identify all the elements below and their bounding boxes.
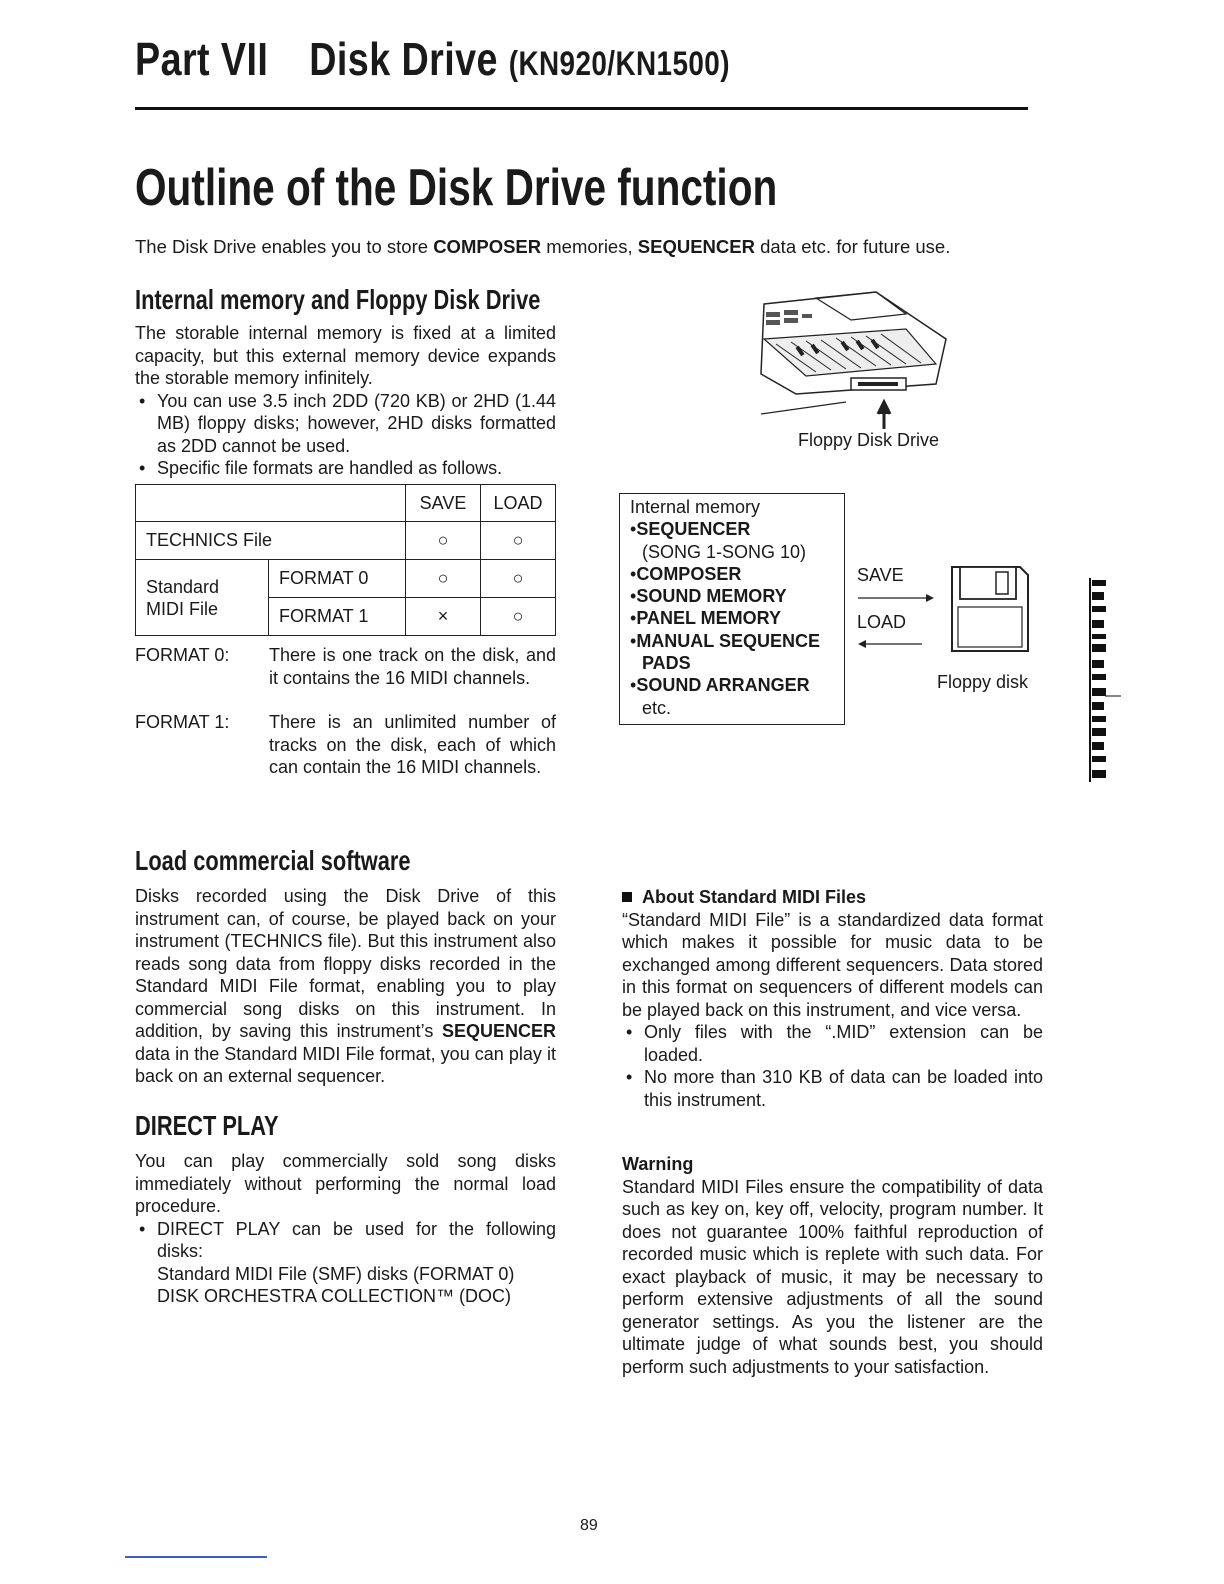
list-item: • Specific file formats are handled as follows. [135, 457, 556, 480]
part-title [135, 32, 730, 86]
internal-memory-heading: Internal memory and Floppy Disk Drive [135, 284, 541, 315]
table-cell: ○ [406, 522, 481, 560]
floppy-disk-icon [948, 563, 1032, 655]
load-arrow-icon [856, 638, 926, 650]
table-cell: ○ [481, 522, 556, 560]
save-arrow-icon [856, 592, 936, 604]
format-definitions [135, 644, 556, 804]
load-commercial-heading: Load commercial software [135, 845, 411, 876]
table-row-format1-label: FORMAT 1 [269, 598, 406, 636]
smf-para: “Standard MIDI File” is a standardized data format which makes it possible for music data to be exchanged among different sequencers. Data stored in this format on sequencers of different models can be played back on this instrument, and vice versa. [622, 909, 1043, 1020]
list-item: •SOUND MEMORY [630, 586, 787, 607]
internal-memory-para: The storable internal memory is fixed at a limited capacity, but this external memory device expands the storable memory infinitely. [135, 323, 556, 388]
smf-heading: About Standard MIDI Files [622, 886, 1043, 909]
mem-pads: PADS [642, 653, 691, 674]
list-item: • You can use 3.5 inch 2DD (720 KB) or 2HD (1.44 MB) floppy disks; however, 2HD disks formatted as 2DD cannot be used. [135, 390, 556, 458]
warning-section [622, 1153, 1043, 1378]
list-item: •PANEL MEMORY [630, 608, 781, 629]
internal-memory-box [619, 493, 845, 725]
list-item: •MANUAL SEQUENCE [630, 630, 820, 651]
table-row-format0-label: FORMAT 0 [269, 560, 406, 598]
list-item: • Only files with the “.MID” extension can be loaded. [622, 1021, 1043, 1066]
mem-etc: etc. [642, 697, 672, 718]
floppy-disk-caption: Floppy disk [937, 672, 1029, 692]
format1-label: FORMAT 1: [135, 712, 230, 732]
page-number: 89 [580, 1517, 598, 1534]
direct-play-body [135, 1150, 556, 1308]
keyboard-illustration [756, 284, 961, 434]
table-corner [136, 485, 406, 522]
save-label: SAVE [857, 565, 904, 585]
header-divider [135, 107, 1028, 110]
direct-play-smf-line: Standard MIDI File (SMF) disks (FORMAT 0) [157, 1263, 515, 1284]
direct-play-para: You can play commercially sold song disks immediately without performing the normal load procedure. [135, 1151, 556, 1216]
part-number: Part VII [135, 33, 269, 85]
format1-text: There is an unlimited number of tracks on the disk, each of which can contain the 16 MIDI channels. [269, 712, 556, 777]
direct-play-doc-line: DISK ORCHESTRA COLLECTION™ (DOC) [157, 1286, 512, 1306]
mem-song-range: (SONG 1-SONG 10) [642, 541, 807, 562]
model-numbers: (KN920/KN1500) [508, 45, 730, 83]
smf-section [622, 886, 1043, 1111]
internal-memory-body [135, 322, 556, 480]
file-format-table [135, 484, 556, 636]
intro-text: The Disk Drive enables you to store COMPOSER memories, SEQUENCER data etc. for future use. [135, 236, 951, 257]
table-cell: ○ [481, 598, 556, 636]
list-item: • No more than 310 KB of data can be loaded into this instrument. [622, 1066, 1043, 1111]
list-item: •SOUND ARRANGER [630, 675, 810, 696]
section-title: Outline of the Disk Drive function [135, 159, 778, 217]
format0-text: There is one track on the disk, and it contains the 16 MIDI channels. [269, 645, 556, 688]
chapter-title: Disk Drive [309, 33, 498, 85]
table-header-save: SAVE [406, 485, 481, 522]
list-item: •COMPOSER [630, 563, 742, 584]
warning-heading: Warning [622, 1154, 694, 1174]
load-label: LOAD [857, 612, 907, 632]
warning-text: Standard MIDI Files ensure the compatibility of data such as key on, key off, velocity, program number. It does not guarantee 100% faithful reproduction of recorded music which is replete with such data. For exact playback of music, it may be necessary to perform extensive adjustments of all the sound generator settings. As you the listener are the ultimate judge of what sounds best, you should perform such adjustments to your satisfaction. [622, 1176, 1043, 1377]
table-cell: × [406, 598, 481, 636]
table-row-technics-label: TECHNICS File [136, 522, 406, 560]
table-cell: ○ [406, 560, 481, 598]
table-cell: ○ [481, 560, 556, 598]
mem-title: Internal memory [630, 497, 761, 517]
square-bullet-icon [622, 892, 632, 902]
direct-play-heading: DIRECT PLAY [135, 1110, 279, 1141]
format0-label: FORMAT 0: [135, 645, 230, 665]
list-item: • DIRECT PLAY can be used for the following disks: [135, 1218, 556, 1263]
side-tab-marker [1087, 578, 1123, 784]
floppy-drive-caption: Floppy Disk Drive [798, 430, 940, 450]
bottom-link-underline [125, 1556, 267, 1558]
table-group-label: Standard MIDI File [136, 560, 269, 636]
list-item: •SEQUENCER [630, 519, 751, 540]
table-header-load: LOAD [481, 485, 556, 522]
load-commercial-para: Disks recorded using the Disk Drive of this instrument can, of course, be played back on your instrument (TECHNICS file). But this instrument also reads song data from floppy disks recorded in the Standard MIDI File format, enabling you to play commercial song disks on this instrument. In addition, by saving this instrument’s SEQUENCER data in the Standard MIDI File format, you can play it back on an external sequencer. [135, 886, 556, 1086]
